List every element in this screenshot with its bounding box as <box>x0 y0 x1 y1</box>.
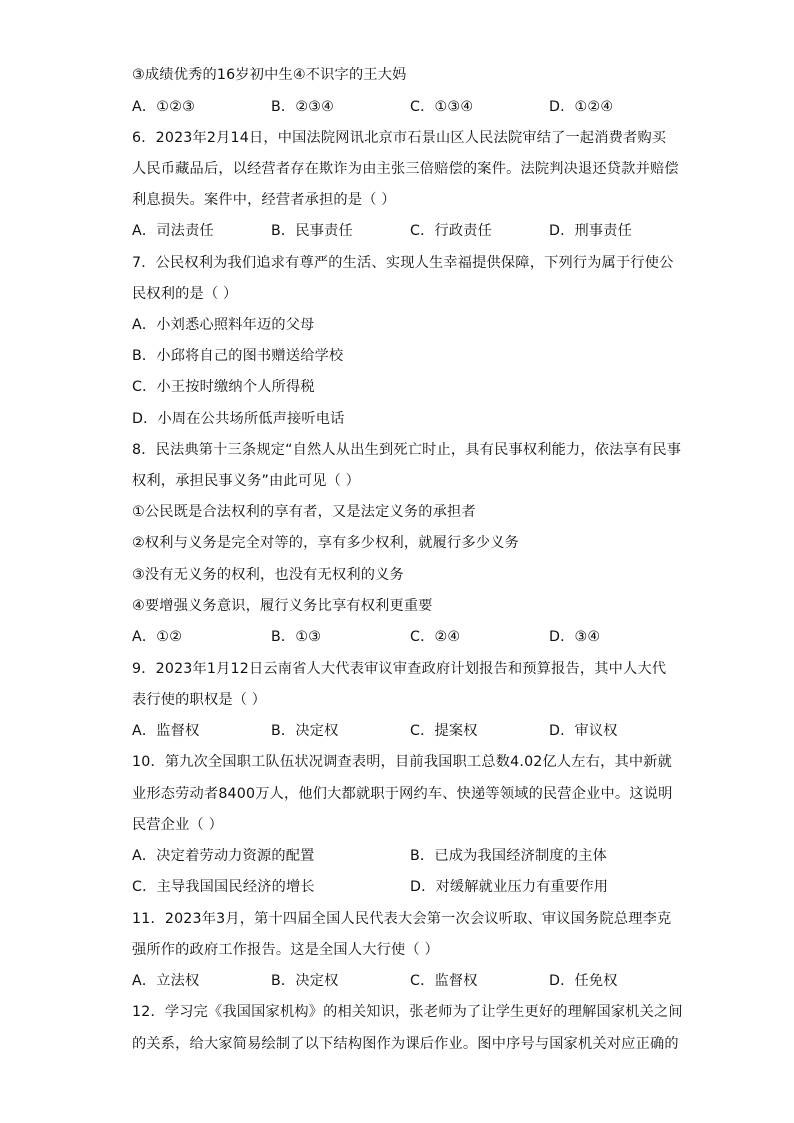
q8-statement-2: ②权利与义务是完全对等的，享有多少权利，就履行多少义务 <box>132 535 519 551</box>
q11-stem-line1: 11．2023年3月，第十四届全国人民代表大会第一次会议听取、审议国务院总理李克 <box>132 911 672 927</box>
q8-statement-1: ①公民既是合法权利的享有者，又是法定义务的承担者 <box>132 504 476 520</box>
q11-stem-line2: 强所作的政府工作报告。这是全国人大行使（ ） <box>132 942 439 958</box>
q7-option-c[interactable]: C．小王按时缴纳个人所得税 <box>132 379 315 395</box>
q7-option-b[interactable]: B．小邱将自己的图书赠送给学校 <box>132 348 344 364</box>
q8-statement-3: ③没有无义务的权利，也没有无权利的义务 <box>132 567 404 583</box>
q10-stem-line3: 民营企业（ ） <box>132 817 224 833</box>
q8-option-c[interactable]: C．②④ <box>410 629 461 645</box>
q10-option-c[interactable]: C．主导我国国民经济的增长 <box>132 879 315 895</box>
q7-stem-line1: 7．公民权利为我们追求有尊严的生活、实现人生幸福提供保障，下列行为属于行使公 <box>132 255 674 271</box>
q9-option-a[interactable]: A．监督权 <box>132 723 200 739</box>
q7-option-d[interactable]: D．小周在公共场所低声接听电话 <box>132 411 345 427</box>
q6-option-b[interactable]: B．民事责任 <box>271 223 353 239</box>
q11-option-d[interactable]: D．任免权 <box>549 973 618 989</box>
q10-option-b[interactable]: B．已成为我国经济制度的主体 <box>410 848 607 864</box>
q8-stem-line1: 8．民法典第十三条规定“自然人从出生到死亡时止，具有民事权利能力，依法享有民事 <box>132 442 682 458</box>
q6-stem-line3: 利息损失。案件中，经营者承担的是（ ） <box>132 192 396 208</box>
q5-option-d[interactable]: D．①②④ <box>549 99 614 115</box>
q11-option-b[interactable]: B．决定权 <box>271 973 339 989</box>
q8-option-d[interactable]: D．③④ <box>549 629 601 645</box>
q10-option-d[interactable]: D．对缓解就业压力有重要作用 <box>410 879 609 895</box>
q8-statement-4: ④要增强义务意识，履行义务比享有权利更重要 <box>132 598 433 614</box>
q6-stem-line2: 人民币藏品后，以经营者存在欺诈为由主张三倍赔偿的案件。法院判决退还贷款并赔偿 <box>132 161 679 177</box>
q9-option-c[interactable]: C．提案权 <box>410 723 478 739</box>
q12-stem-line1: 12．学习完《我国国家机构》的相关知识，张老师为了让学生更好的理解国家机关之间 <box>132 1004 683 1020</box>
q8-stem-line2: 权利，承担民事义务”由此可见（ ） <box>132 473 361 489</box>
q6-option-d[interactable]: D．刑事责任 <box>549 223 633 239</box>
q6-option-a[interactable]: A．司法责任 <box>132 223 214 239</box>
q6-option-c[interactable]: C．行政责任 <box>410 223 493 239</box>
q11-option-a[interactable]: A．立法权 <box>132 973 200 989</box>
q8-option-b[interactable]: B．①③ <box>271 629 322 645</box>
q12-stem-line2: 的关系，给大家简易绘制了以下结构图作为课后作业。图中序号与国家机关对应正确的 <box>132 1036 679 1052</box>
q8-option-a[interactable]: A．①② <box>132 629 183 645</box>
q5-option-b[interactable]: B．②③④ <box>271 99 335 115</box>
q5-statement-34: ③成绩优秀的16岁初中生④不识字的王大妈 <box>132 67 407 83</box>
q10-stem-line2: 业形态劳动者8400万人，他们大都就职于网约车、快递等领域的民营企业中。这说明 <box>132 786 673 802</box>
q7-stem-line2: 民权利的是（ ） <box>132 286 238 302</box>
q9-option-b[interactable]: B．决定权 <box>271 723 339 739</box>
q6-stem-line1: 6．2023年2月14日，中国法院网讯北京市石景山区人民法院审结了一起消费者购买 <box>132 130 667 146</box>
q9-option-d[interactable]: D．审议权 <box>549 723 618 739</box>
q7-option-a[interactable]: A．小刘悉心照料年迈的父母 <box>132 317 315 333</box>
q9-stem-line1: 9．2023年1月12日云南省人大代表审议审查政府计划报告和预算报告，其中人大代 <box>132 661 667 677</box>
q10-option-a[interactable]: A．决定着劳动力资源的配置 <box>132 848 315 864</box>
q9-stem-line2: 表行使的职权是（ ） <box>132 692 267 708</box>
q5-option-a[interactable]: A．①②③ <box>132 99 196 115</box>
q10-stem-line1: 10．第九次全国职工队伍状况调查表明，目前我国职工总数4.02亿人左右，其中新就 <box>132 754 673 770</box>
q11-option-c[interactable]: C．监督权 <box>410 973 478 989</box>
q5-option-c[interactable]: C．①③④ <box>410 99 474 115</box>
